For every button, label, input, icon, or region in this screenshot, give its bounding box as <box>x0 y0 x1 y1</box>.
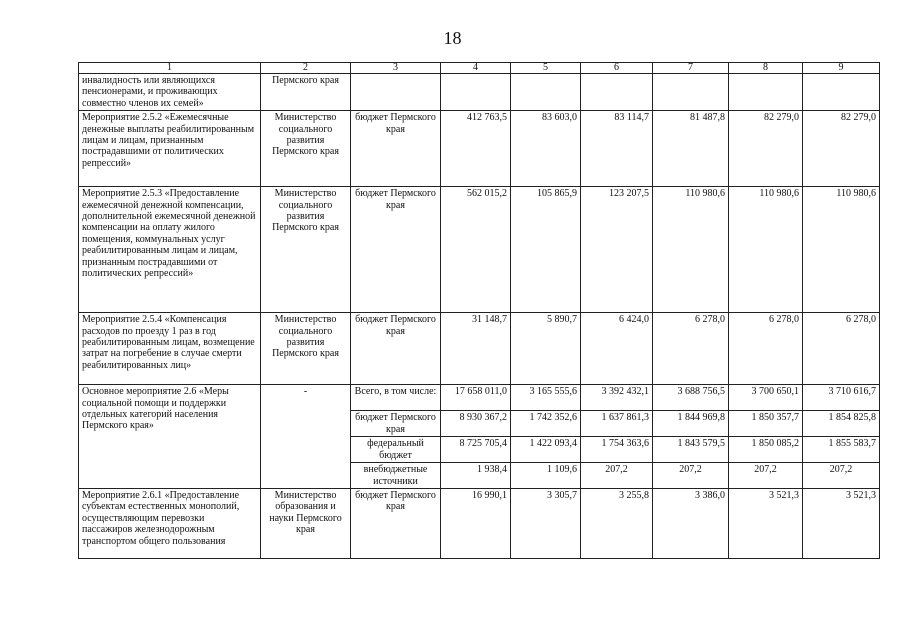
funding-source-cell: бюджет Пермского края <box>351 313 441 385</box>
column-header: 5 <box>511 63 581 74</box>
column-header: 7 <box>653 63 729 74</box>
budget-table <box>78 62 880 559</box>
amount-cell: 105 865,9 <box>511 187 581 313</box>
amount-cell <box>441 74 511 111</box>
amount-cell: 110 980,6 <box>653 187 729 313</box>
activity-name-cell: Мероприятие 2.5.4 «Компенсация расходов по проезду 1 раз в год реабилитированным лицам, возмещение затрат на погребение в случае смерти реабилитированных лиц» <box>79 313 261 385</box>
amount-cell: 1 637 861,3 <box>581 411 653 437</box>
amount-cell: 17 658 011,0 <box>441 385 511 411</box>
column-header: 6 <box>581 63 653 74</box>
amount-cell <box>729 74 803 111</box>
amount-cell: 1 855 583,7 <box>803 437 880 463</box>
amount-cell <box>511 74 581 111</box>
amount-cell: 3 700 650,1 <box>729 385 803 411</box>
amount-cell: 1 422 093,4 <box>511 437 581 463</box>
table-header-row <box>79 63 880 74</box>
amount-cell: 110 980,6 <box>803 187 880 313</box>
column-header: 1 <box>79 63 261 74</box>
amount-cell: 82 279,0 <box>803 111 880 187</box>
column-header: 3 <box>351 63 441 74</box>
funding-source-cell: Всего, в том числе: <box>351 385 441 411</box>
funding-source-cell: бюджет Пермского края <box>351 187 441 313</box>
amount-cell: 207,2 <box>729 463 803 489</box>
amount-cell: 6 278,0 <box>803 313 880 385</box>
executor-cell: Министерство социального развития Пермского края <box>261 111 351 187</box>
amount-cell: 1 843 579,5 <box>653 437 729 463</box>
amount-cell: 81 487,8 <box>653 111 729 187</box>
executor-cell: Министерство образования и науки Пермского края <box>261 489 351 559</box>
funding-source-cell: бюджет Пермского края <box>351 489 441 559</box>
amount-cell: 1 844 969,8 <box>653 411 729 437</box>
amount-cell: 412 763,5 <box>441 111 511 187</box>
table-row <box>79 187 880 313</box>
amount-cell: 8 725 705,4 <box>441 437 511 463</box>
table-row <box>79 313 880 385</box>
funding-source-cell: бюджет Пермского края <box>351 411 441 437</box>
amount-cell: 3 710 616,7 <box>803 385 880 411</box>
amount-cell: 6 278,0 <box>729 313 803 385</box>
activity-name-cell: инвалидность или являющихся пенсионерами, и проживающих совместно членов их семей» <box>79 74 261 111</box>
amount-cell: 1 938,4 <box>441 463 511 489</box>
amount-cell: 1 742 352,6 <box>511 411 581 437</box>
amount-cell: 8 930 367,2 <box>441 411 511 437</box>
executor-cell: Министерство социального развития Пермского края <box>261 187 351 313</box>
table-row <box>79 74 880 111</box>
activity-name-cell: Основное мероприятие 2.6 «Меры социальной помощи и поддержки отдельных категорий населения Пермского края» <box>79 385 261 489</box>
column-header: 4 <box>441 63 511 74</box>
column-header: 9 <box>803 63 880 74</box>
table-row <box>79 489 880 559</box>
page-number: 18 <box>443 28 462 48</box>
amount-cell: 3 688 756,5 <box>653 385 729 411</box>
amount-cell: 123 207,5 <box>581 187 653 313</box>
amount-cell: 1 850 357,7 <box>729 411 803 437</box>
amount-cell <box>581 74 653 111</box>
amount-cell: 16 990,1 <box>441 489 511 559</box>
amount-cell: 562 015,2 <box>441 187 511 313</box>
amount-cell: 1 109,6 <box>511 463 581 489</box>
table-row <box>79 111 880 187</box>
amount-cell: 3 305,7 <box>511 489 581 559</box>
funding-source-cell: федеральный бюджет <box>351 437 441 463</box>
amount-cell: 6 278,0 <box>653 313 729 385</box>
executor-cell: Министерство социального развития Пермского края <box>261 313 351 385</box>
activity-name-cell: Мероприятие 2.5.2 «Ежемесячные денежные выплаты реабилитированным лицам и лицам, признанным пострадавшими от политических репрессий» <box>79 111 261 187</box>
amount-cell: 207,2 <box>803 463 880 489</box>
amount-cell: 1 854 825,8 <box>803 411 880 437</box>
amount-cell <box>653 74 729 111</box>
amount-cell: 3 165 555,6 <box>511 385 581 411</box>
amount-cell: 31 148,7 <box>441 313 511 385</box>
amount-cell: 6 424,0 <box>581 313 653 385</box>
amount-cell: 83 603,0 <box>511 111 581 187</box>
amount-cell: 3 392 432,1 <box>581 385 653 411</box>
amount-cell: 1 754 363,6 <box>581 437 653 463</box>
amount-cell: 82 279,0 <box>729 111 803 187</box>
funding-source-cell <box>351 74 441 111</box>
funding-source-cell: внебюджетные источники <box>351 463 441 489</box>
amount-cell: 5 890,7 <box>511 313 581 385</box>
amount-cell: 83 114,7 <box>581 111 653 187</box>
funding-source-cell: бюджет Пермского края <box>351 111 441 187</box>
amount-cell: 3 521,3 <box>729 489 803 559</box>
amount-cell: 1 850 085,2 <box>729 437 803 463</box>
amount-cell: 3 521,3 <box>803 489 880 559</box>
activity-name-cell: Мероприятие 2.5.3 «Предоставление ежемесячной денежной компенсации, дополнительной ежемесячной денежной компенсации на оплату жилого помещения, коммунальных услуг реабилитированным лицам и лицам, признанным пострадавшими от политических репрессий» <box>79 187 261 313</box>
executor-cell: - <box>261 385 351 489</box>
amount-cell: 3 386,0 <box>653 489 729 559</box>
amount-cell: 110 980,6 <box>729 187 803 313</box>
amount-cell <box>803 74 880 111</box>
column-header: 2 <box>261 63 351 74</box>
table-row <box>79 385 880 411</box>
amount-cell: 207,2 <box>653 463 729 489</box>
activity-name-cell: Мероприятие 2.6.1 «Предоставление субъектам естественных монополий, осуществляющим перевозки пассажиров железнодорожным транспортом общего пользования <box>79 489 261 559</box>
column-header: 8 <box>729 63 803 74</box>
amount-cell: 207,2 <box>581 463 653 489</box>
executor-cell: Пермского края <box>261 74 351 111</box>
amount-cell: 3 255,8 <box>581 489 653 559</box>
